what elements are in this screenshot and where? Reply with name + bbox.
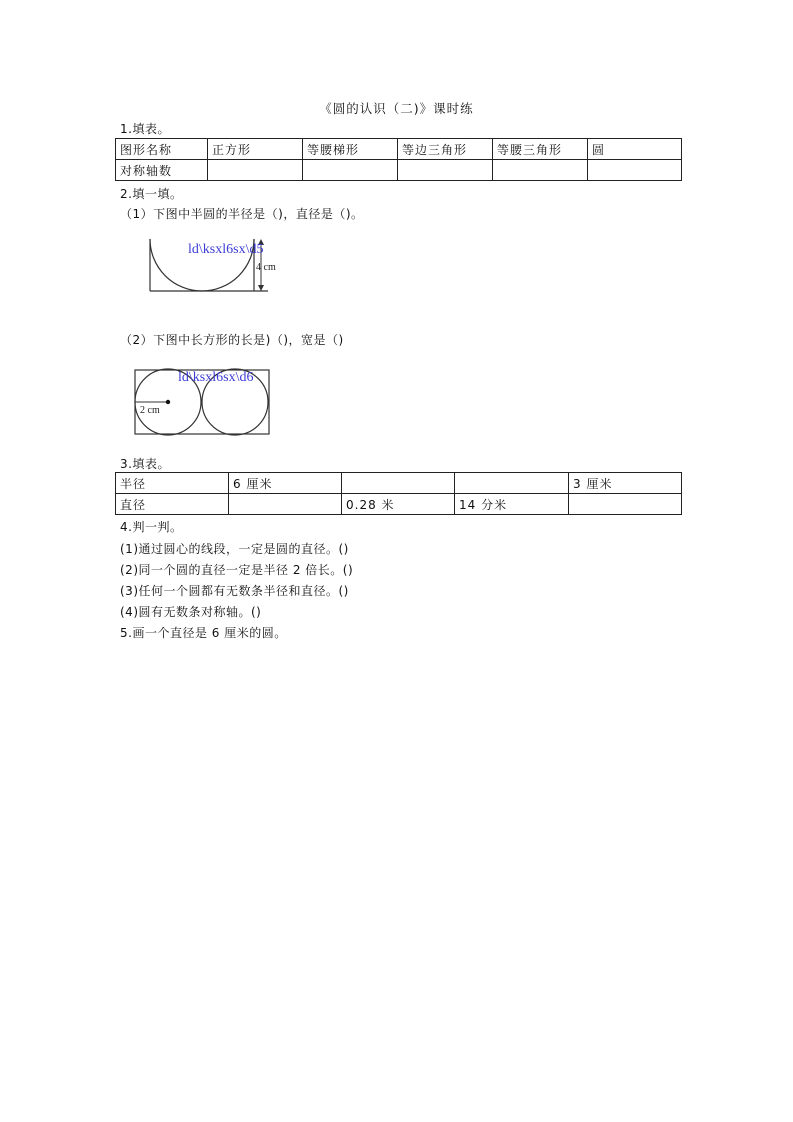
answer-cell[interactable] — [569, 494, 682, 515]
table-cell: 6 厘米 — [229, 473, 342, 494]
table-cell: 直径 — [116, 494, 229, 515]
q2-sub1: （1）下图中半圆的半径是（)，直径是（)。 — [120, 207, 364, 221]
page-title: 《圆的认识（二)》课时练 — [319, 101, 474, 116]
answer-cell[interactable] — [303, 160, 398, 181]
table-cell: 3 厘米 — [569, 473, 682, 494]
table-row — [116, 494, 682, 515]
q1-heading: 1.填表。 — [120, 122, 170, 136]
table-cell: 等腰梯形 — [303, 139, 398, 160]
radius-label: 2 cm — [140, 405, 160, 416]
answer-cell[interactable] — [208, 160, 303, 181]
table-row — [116, 473, 682, 494]
table-cell: 正方形 — [208, 139, 303, 160]
two-circles-figure — [132, 367, 274, 439]
table-cell: 对称轴数 — [116, 160, 208, 181]
answer-cell[interactable] — [398, 160, 493, 181]
q2-sub2: （2）下图中长方形的长是)（)，宽是（) — [120, 333, 344, 347]
answer-cell[interactable] — [493, 160, 588, 181]
q3-table — [115, 472, 682, 515]
q3-heading: 3.填表。 — [120, 457, 170, 471]
answer-cell[interactable] — [342, 473, 455, 494]
q4-item-3: (3)任何一个圆都有无数条半径和直径。() — [120, 584, 349, 598]
answer-cell[interactable] — [455, 473, 569, 494]
watermark-text: ld\ksxl6sx\d6 — [178, 370, 254, 385]
table-row — [116, 160, 682, 181]
watermark-text: ld\ksxl6sx\d5 — [188, 242, 264, 257]
semicircle-figure — [140, 235, 280, 297]
q1-table — [115, 138, 682, 181]
table-cell: 圆 — [588, 139, 682, 160]
q4-heading: 4.判一判。 — [120, 520, 183, 534]
table-cell: 图形名称 — [116, 139, 208, 160]
q2-heading: 2.填一填。 — [120, 187, 183, 201]
answer-cell[interactable] — [229, 494, 342, 515]
q4-item-1: (1)通过圆心的线段，一定是圆的直径。() — [120, 542, 349, 556]
table-cell: 14 分米 — [455, 494, 569, 515]
q5-heading: 5.画一个直径是 6 厘米的圆。 — [120, 626, 287, 640]
table-cell: 等腰三角形 — [493, 139, 588, 160]
arrow-down-icon — [258, 285, 264, 291]
answer-cell[interactable] — [588, 160, 682, 181]
table-cell: 半径 — [116, 473, 229, 494]
measure-label: 4 cm — [256, 262, 276, 273]
center-dot — [166, 400, 170, 404]
q4-item-2: (2)同一个圆的直径一定是半径 2 倍长。() — [120, 563, 354, 577]
table-cell: 0.28 米 — [342, 494, 455, 515]
table-cell: 等边三角形 — [398, 139, 493, 160]
q4-item-4: (4)圆有无数条对称轴。() — [120, 605, 262, 619]
table-row — [116, 139, 682, 160]
